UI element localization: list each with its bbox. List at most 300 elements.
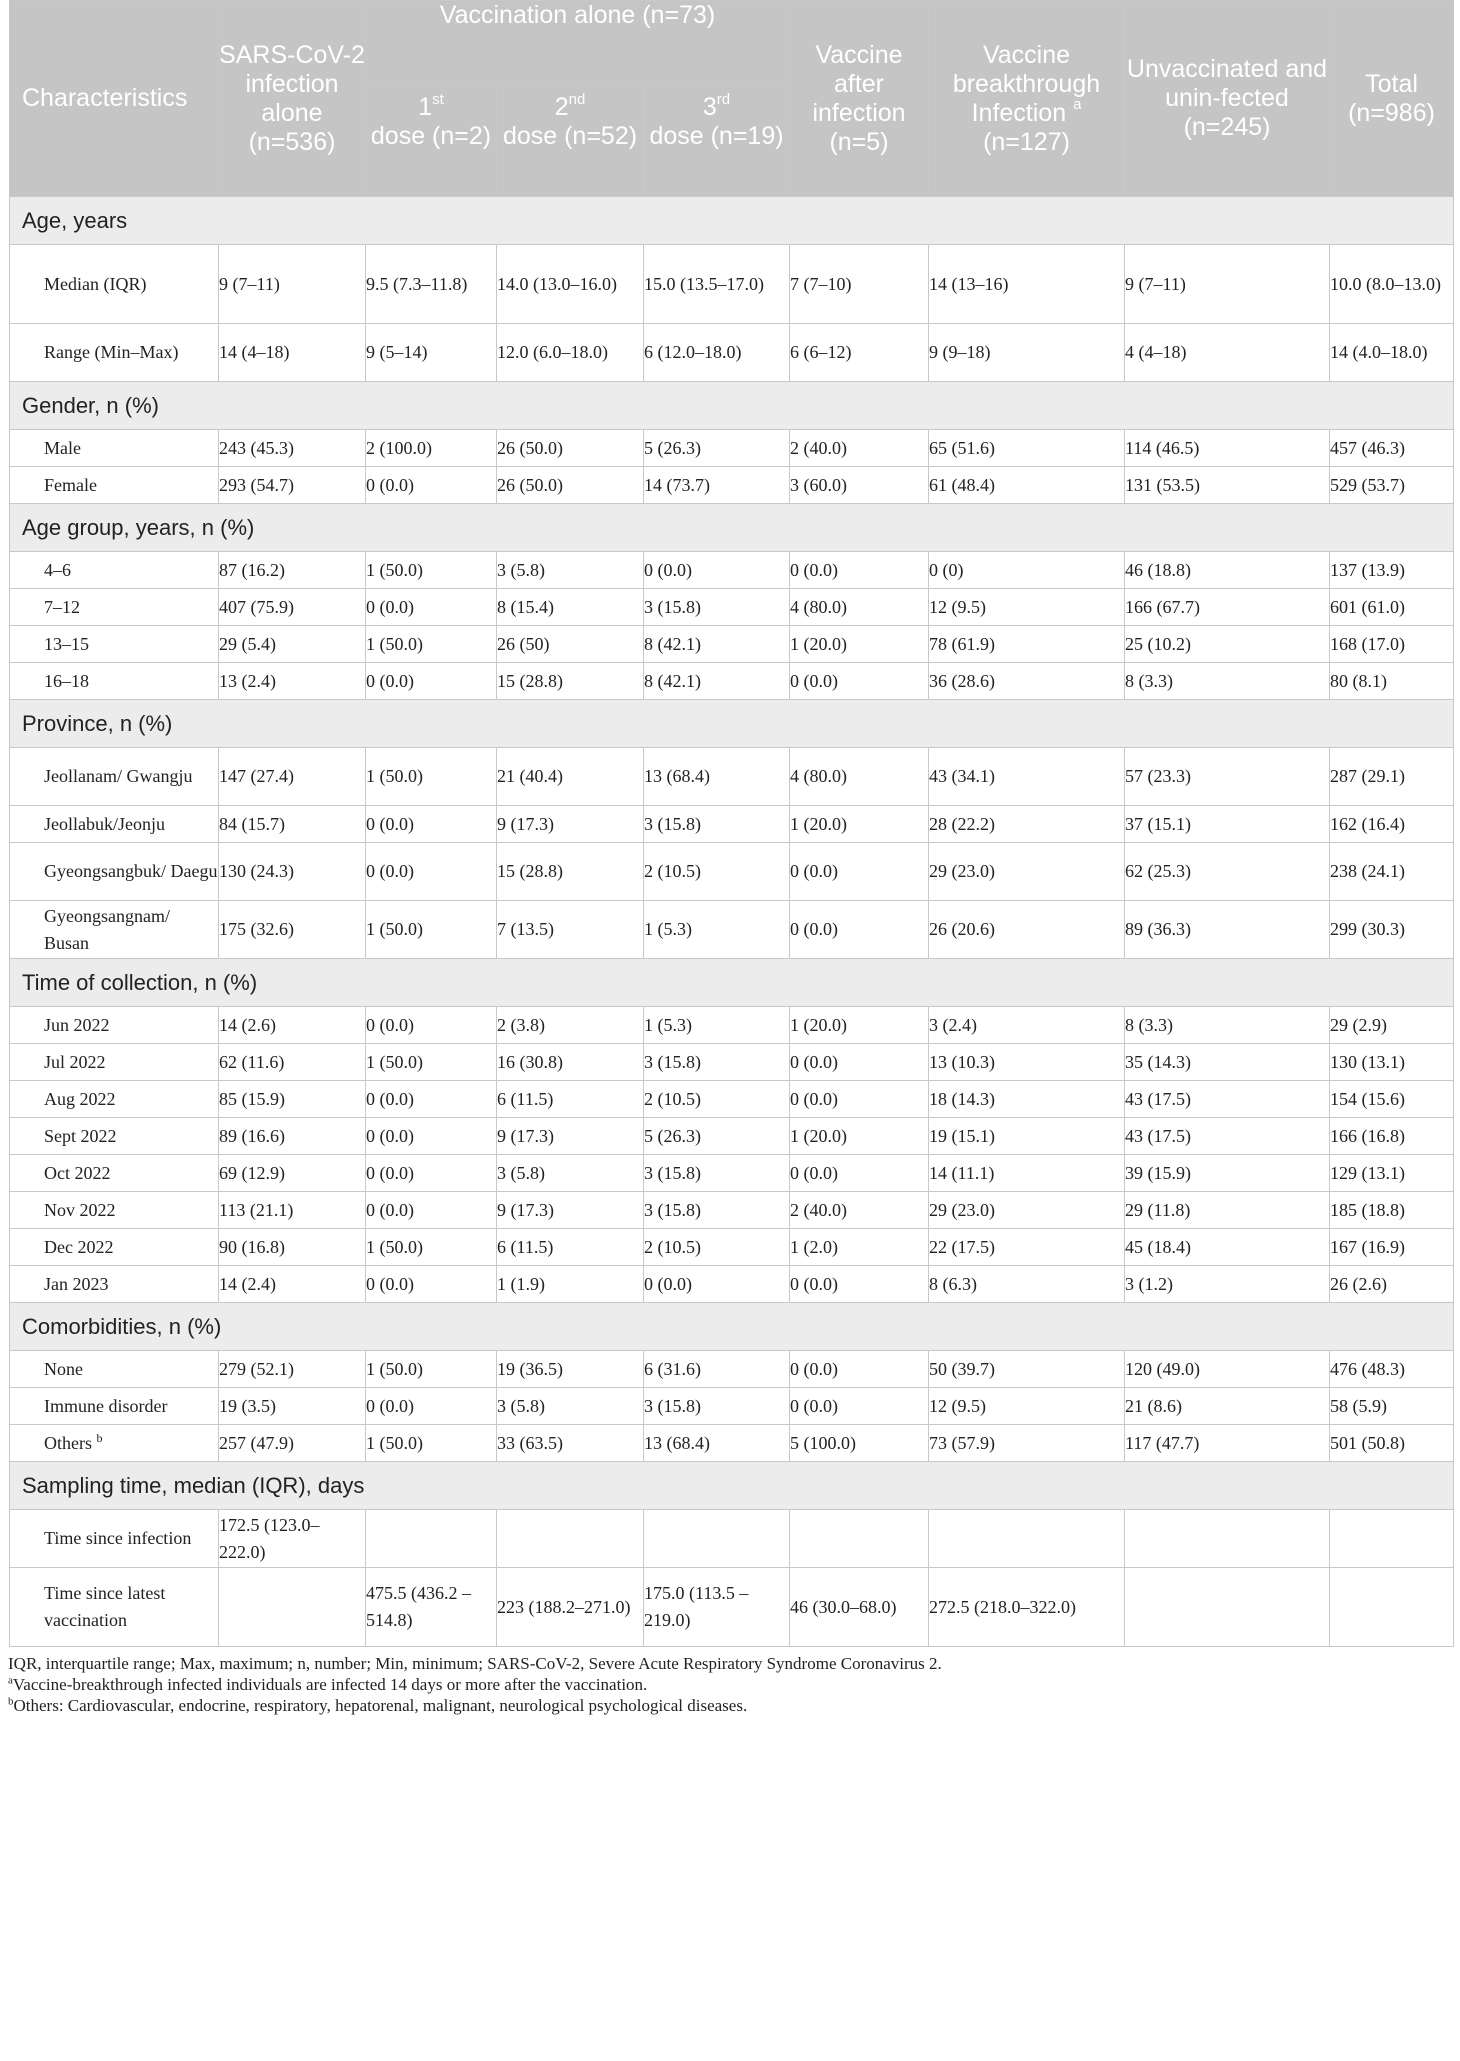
table-cell: 2 (100.0) [366,430,497,467]
footnote-a-text: Vaccine-breakthrough infected individuals are infected 14 days or more after the vaccination. [12,1675,648,1694]
table-cell: 9 (7–11) [219,245,366,324]
row-label [10,589,219,626]
row-label-text: Gyeongsangbuk/ Daegu [44,861,218,881]
table-cell: 69 (12.9) [219,1155,366,1192]
footnote-b-marker: b [8,1695,14,1708]
table-row [10,1192,1454,1229]
row-label [10,806,219,843]
table-row [10,806,1454,843]
table-cell: 2 (40.0) [790,430,929,467]
table-cell: 4 (4–18) [1125,324,1330,382]
row-label [10,1155,219,1192]
row-label-text: Jun 2022 [44,1014,110,1035]
table-cell: 22 (17.5) [929,1229,1125,1266]
header-sars-alone: SARS-CoV-2 infection alone (n=536) [219,1,366,197]
table-cell: 90 (16.8) [219,1229,366,1266]
header-breakthrough-n: (n=127) [983,127,1070,156]
table-cell: 238 (24.1) [1330,843,1454,901]
table-cell: 78 (61.9) [929,626,1125,663]
table-cell: 0 (0.0) [790,1155,929,1192]
table-cell: 0 (0.0) [790,1081,929,1118]
table-cell: 3 (15.8) [644,1044,790,1081]
table-cell: 0 (0) [929,552,1125,589]
table-row [10,1351,1454,1388]
table-cell: 19 (36.5) [497,1351,644,1388]
table-cell: 9 (17.3) [497,806,644,843]
table-cell: 29 (2.9) [1330,1007,1454,1044]
table-body [10,197,1454,1647]
table-cell: 0 (0.0) [366,806,497,843]
table-cell: 16 (30.8) [497,1044,644,1081]
table-cell: 6 (12.0–18.0) [644,324,790,382]
table-cell: 43 (17.5) [1125,1118,1330,1155]
table-cell: 6 (31.6) [644,1351,790,1388]
table-cell: 7 (7–10) [790,245,929,324]
table-cell: 243 (45.3) [219,430,366,467]
table-cell: 1 (20.0) [790,1118,929,1155]
table-cell: 8 (42.1) [644,663,790,700]
table-cell [497,1510,644,1568]
table-cell: 0 (0.0) [644,552,790,589]
row-label [10,245,219,324]
table-cell: 172.5 (123.0–222.0) [219,1510,366,1568]
table-cell: 89 (36.3) [1125,901,1330,959]
table-cell: 9.5 (7.3–11.8) [366,245,497,324]
table-cell: 168 (17.0) [1330,626,1454,663]
table-cell: 0 (0.0) [366,1155,497,1192]
table-cell: 50 (39.7) [929,1351,1125,1388]
table-cell: 166 (67.7) [1125,589,1330,626]
table-cell: 45 (18.4) [1125,1229,1330,1266]
table-cell: 2 (10.5) [644,1081,790,1118]
table-cell: 162 (16.4) [1330,806,1454,843]
table-cell: 89 (16.6) [219,1118,366,1155]
row-label [10,1229,219,1266]
table-cell: 0 (0.0) [790,901,929,959]
row-label [10,1118,219,1155]
table-row [10,1388,1454,1425]
table-cell: 0 (0.0) [790,843,929,901]
table-cell: 0 (0.0) [644,1266,790,1303]
table-row [10,843,1454,901]
table-cell: 9 (9–18) [929,324,1125,382]
row-label [10,324,219,382]
header-dose-2 [497,87,644,197]
section-header [10,504,1454,552]
table-cell [644,1510,790,1568]
header-characteristics: Characteristics [10,1,219,197]
table-cell: 3 (15.8) [644,1155,790,1192]
table-cell: 13 (10.3) [929,1044,1125,1081]
dose-2-suffix: nd [568,90,586,108]
table-cell: 0 (0.0) [366,1081,497,1118]
table-cell: 6 (6–12) [790,324,929,382]
table-row [10,626,1454,663]
table-cell: 0 (0.0) [790,1044,929,1081]
table-cell: 0 (0.0) [790,552,929,589]
table-cell: 9 (5–14) [366,324,497,382]
section-header [10,382,1454,430]
table-row [10,1007,1454,1044]
row-label [10,1044,219,1081]
table-cell: 33 (63.5) [497,1425,644,1462]
table-row [10,1118,1454,1155]
table-cell: 2 (10.5) [644,1229,790,1266]
row-label-text: Gyeongsangnam/ Busan [44,905,170,953]
row-label-text: Immune disorder [44,1395,168,1416]
table-cell: 62 (11.6) [219,1044,366,1081]
row-label-text: Time since infection [44,1528,192,1548]
table-cell: 2 (10.5) [644,843,790,901]
table-cell: 14 (73.7) [644,467,790,504]
row-label [10,843,219,901]
table-cell: 457 (46.3) [1330,430,1454,467]
table-cell: 6 (11.5) [497,1229,644,1266]
section-header [10,959,1454,1007]
table-cell: 1 (50.0) [366,552,497,589]
section-title: Sampling time, median (IQR), days [10,1462,1454,1510]
table-cell: 8 (3.3) [1125,663,1330,700]
table-cell: 13 (68.4) [644,1425,790,1462]
table-cell: 13 (68.4) [644,748,790,806]
header-breakthrough [929,1,1125,197]
dose-2-label: dose (n=52) [502,122,638,150]
row-label-text: Male [44,437,81,458]
table-cell: 9 (17.3) [497,1192,644,1229]
table-row [10,1568,1454,1647]
table-cell: 0 (0.0) [790,1351,929,1388]
table-cell: 0 (0.0) [790,663,929,700]
row-label [10,901,219,959]
table-cell: 61 (48.4) [929,467,1125,504]
table-row [10,1044,1454,1081]
table-row [10,467,1454,504]
header-dose-1 [366,87,497,197]
table-cell: 9 (17.3) [497,1118,644,1155]
dose-2-ordinal: 2 [554,93,569,121]
table-cell: 12.0 (6.0–18.0) [497,324,644,382]
table-cell: 0 (0.0) [366,589,497,626]
table-cell: 29 (23.0) [929,1192,1125,1229]
table-cell: 117 (47.7) [1125,1425,1330,1462]
table-cell: 0 (0.0) [366,663,497,700]
table-cell: 5 (26.3) [644,430,790,467]
table-cell: 0 (0.0) [366,1388,497,1425]
table-cell: 407 (75.9) [219,589,366,626]
table-cell: 15 (28.8) [497,663,644,700]
table-cell: 5 (100.0) [790,1425,929,1462]
dose-3-suffix: rd [716,90,731,108]
table-cell: 85 (15.9) [219,1081,366,1118]
table-cell: 9 (7–11) [1125,245,1330,324]
table-row [10,748,1454,806]
table-row [10,324,1454,382]
table-row [10,1510,1454,1568]
table-cell: 3 (15.8) [644,1388,790,1425]
table-cell: 287 (29.1) [1330,748,1454,806]
dose-1-label: dose (n=2) [370,122,492,150]
characteristics-table [9,0,1454,1647]
table-cell: 21 (40.4) [497,748,644,806]
table-cell: 154 (15.6) [1330,1081,1454,1118]
table-cell: 257 (47.9) [219,1425,366,1462]
table-cell: 130 (24.3) [219,843,366,901]
table-cell: 1 (50.0) [366,901,497,959]
table-cell: 601 (61.0) [1330,589,1454,626]
row-label-text: Jan 2023 [44,1273,109,1294]
section-title: Province, n (%) [10,700,1454,748]
table-cell: 15 (28.8) [497,843,644,901]
table-cell: 0 (0.0) [366,1192,497,1229]
row-label-text: Female [44,474,97,495]
table-cell: 19 (15.1) [929,1118,1125,1155]
table-cell: 58 (5.9) [1330,1388,1454,1425]
row-label [10,467,219,504]
row-label [10,1007,219,1044]
row-label-text: 4–6 [44,559,71,580]
table-cell: 3 (1.2) [1125,1266,1330,1303]
table-row [10,430,1454,467]
table-cell: 14 (13–16) [929,245,1125,324]
row-label [10,748,219,806]
section-header [10,1303,1454,1351]
table-cell: 35 (14.3) [1125,1044,1330,1081]
table-cell: 62 (25.3) [1125,843,1330,901]
table-cell: 26 (50) [497,626,644,663]
table-cell: 87 (16.2) [219,552,366,589]
table-row [10,589,1454,626]
table-cell: 13 (2.4) [219,663,366,700]
table-cell: 147 (27.4) [219,748,366,806]
table-cell: 12 (9.5) [929,1388,1125,1425]
table-cell: 73 (57.9) [929,1425,1125,1462]
table-cell: 3 (5.8) [497,552,644,589]
row-label [10,1425,219,1462]
table-cell: 18 (14.3) [929,1081,1125,1118]
table-cell: 37 (15.1) [1125,806,1330,843]
table-cell: 1 (50.0) [366,1044,497,1081]
section-header [10,1462,1454,1510]
table-cell: 26 (50.0) [497,430,644,467]
row-label [10,663,219,700]
row-label-text: Aug 2022 [44,1088,116,1109]
table-cell: 1 (20.0) [790,1007,929,1044]
table-cell [1330,1510,1454,1568]
table-cell: 501 (50.8) [1330,1425,1454,1462]
table-cell: 137 (13.9) [1330,552,1454,589]
row-label-text: Oct 2022 [44,1162,111,1183]
row-label [10,1388,219,1425]
table-cell: 129 (13.1) [1330,1155,1454,1192]
table-row [10,1081,1454,1118]
table-cell: 10.0 (8.0–13.0) [1330,245,1454,324]
table-cell: 25 (10.2) [1125,626,1330,663]
table-cell: 28 (22.2) [929,806,1125,843]
footnote-a-mark: a [1073,96,1082,114]
section-title: Age group, years, n (%) [10,504,1454,552]
table-cell: 113 (21.1) [219,1192,366,1229]
table-cell: 1 (50.0) [366,748,497,806]
row-label-text: Sept 2022 [44,1125,117,1146]
footnote-b-text: Others: Cardiovascular, endocrine, respiratory, hepatorenal, malignant, neurological psychological diseases. [13,1696,748,1715]
header-vaccine-after-infection: Vaccine after infection (n=5) [790,1,929,197]
table-cell: 14 (2.6) [219,1007,366,1044]
table-cell: 120 (49.0) [1125,1351,1330,1388]
table-cell: 130 (13.1) [1330,1044,1454,1081]
row-label-text: 16–18 [44,670,89,691]
dose-3-ordinal: 3 [702,93,717,121]
footnote-a [8,1674,1448,1695]
table-cell: 65 (51.6) [929,430,1125,467]
table-cell: 8 (42.1) [644,626,790,663]
table-cell: 1 (20.0) [790,626,929,663]
table-cell: 19 (3.5) [219,1388,366,1425]
dose-3-label: dose (n=19) [649,122,784,150]
table-cell: 3 (15.8) [644,589,790,626]
table-cell: 0 (0.0) [366,843,497,901]
row-label-text: None [44,1358,83,1379]
table-row [10,1266,1454,1303]
table-cell [1330,1568,1454,1647]
table-cell: 3 (2.4) [929,1007,1125,1044]
table-row [10,552,1454,589]
table-cell: 0 (0.0) [366,1266,497,1303]
row-label-text: Nov 2022 [44,1199,116,1220]
table-cell: 29 (23.0) [929,843,1125,901]
table-cell: 0 (0.0) [366,467,497,504]
table-cell: 293 (54.7) [219,467,366,504]
table-cell: 1 (1.9) [497,1266,644,1303]
table-cell [366,1510,497,1568]
table-cell: 0 (0.0) [366,1118,497,1155]
footnote-abbreviations: IQR, interquartile range; Max, maximum; n, number; Min, minimum; SARS-CoV-2, Severe Acute Respiratory Syndrome Coronavirus 2. [8,1654,942,1673]
row-label-text: Dec 2022 [44,1236,114,1257]
table-cell: 46 (30.0–68.0) [790,1568,929,1647]
table-cell: 5 (26.3) [644,1118,790,1155]
table-cell: 0 (0.0) [366,1007,497,1044]
table-cell: 80 (8.1) [1330,663,1454,700]
header-dose-3 [644,87,790,197]
table-cell: 57 (23.3) [1125,748,1330,806]
table-cell: 39 (15.9) [1125,1155,1330,1192]
header-breakthrough-label: Vaccine breakthrough Infection [952,40,1101,127]
footnote-a-marker: a [8,1674,13,1687]
row-label [10,1351,219,1388]
table-cell: 175.0 (113.5 –219.0) [644,1568,790,1647]
row-label-text: 7–12 [44,596,80,617]
table-cell: 7 (13.5) [497,901,644,959]
table-cell: 1 (5.3) [644,901,790,959]
table-cell: 279 (52.1) [219,1351,366,1388]
row-label-text: 13–15 [44,633,89,654]
table-cell: 1 (50.0) [366,1425,497,1462]
table-cell: 6 (11.5) [497,1081,644,1118]
table-cell [929,1510,1125,1568]
table-cell: 299 (30.3) [1330,901,1454,959]
table-cell: 84 (15.7) [219,806,366,843]
table-cell: 26 (50.0) [497,467,644,504]
table-cell: 3 (5.8) [497,1155,644,1192]
table-cell: 14.0 (13.0–16.0) [497,245,644,324]
table-cell: 272.5 (218.0–322.0) [929,1568,1125,1647]
table-cell [790,1510,929,1568]
table-cell: 8 (3.3) [1125,1007,1330,1044]
table-cell: 14 (4.0–18.0) [1330,324,1454,382]
table-cell: 114 (46.5) [1125,430,1330,467]
table-cell: 1 (2.0) [790,1229,929,1266]
row-label-text: Others [44,1432,92,1453]
table-cell: 3 (60.0) [790,467,929,504]
table-cell: 14 (2.4) [219,1266,366,1303]
table-cell: 14 (11.1) [929,1155,1125,1192]
row-label [10,1081,219,1118]
table-row [10,1155,1454,1192]
row-label [10,552,219,589]
table-header [10,1,1454,197]
table-cell: 14 (4–18) [219,324,366,382]
table-cell: 166 (16.8) [1330,1118,1454,1155]
footnote-b [8,1695,1448,1716]
table-cell: 1 (5.3) [644,1007,790,1044]
table-row [10,901,1454,959]
table-cell: 2 (3.8) [497,1007,644,1044]
table-cell: 26 (20.6) [929,901,1125,959]
section-title: Comorbidities, n (%) [10,1303,1454,1351]
table-row [10,663,1454,700]
table-cell: 185 (18.8) [1330,1192,1454,1229]
dose-1-ordinal: 1 [418,93,433,121]
table-cell: 1 (50.0) [366,626,497,663]
table-cell: 4 (80.0) [790,748,929,806]
table-cell [1125,1510,1330,1568]
row-label [10,430,219,467]
table-cell: 8 (6.3) [929,1266,1125,1303]
row-label [10,626,219,663]
table-cell: 1 (50.0) [366,1229,497,1266]
table-cell: 29 (5.4) [219,626,366,663]
table-cell: 21 (8.6) [1125,1388,1330,1425]
footnote-b-mark: b [96,1430,103,1445]
table-cell: 175 (32.6) [219,901,366,959]
table-cell: 2 (40.0) [790,1192,929,1229]
table-row [10,245,1454,324]
row-label [10,1568,219,1647]
table-cell: 26 (2.6) [1330,1266,1454,1303]
table-cell: 475.5 (436.2 –514.8) [366,1568,497,1647]
row-label [10,1192,219,1229]
table-cell: 8 (15.4) [497,589,644,626]
table-cell: 3 (15.8) [644,1192,790,1229]
row-label [10,1266,219,1303]
footnotes [8,1653,1448,1716]
table-cell: 3 (15.8) [644,806,790,843]
table-cell: 43 (34.1) [929,748,1125,806]
row-label-text: Time since latest vaccination [44,1583,166,1630]
header-vaccination-alone: Vaccination alone (n=73) [366,1,790,87]
section-title: Time of collection, n (%) [10,959,1454,1007]
row-label-text: Jeollanam/ Gwangju [44,766,193,786]
table-cell: 12 (9.5) [929,589,1125,626]
table-cell: 131 (53.5) [1125,467,1330,504]
table-cell: 36 (28.6) [929,663,1125,700]
table-cell: 43 (17.5) [1125,1081,1330,1118]
header-unvaccinated: Unvaccinated and unin-fected (n=245) [1125,1,1330,197]
section-title: Age, years [10,197,1454,245]
dose-1-suffix: st [432,90,444,108]
row-label-text: Jeollabuk/Jeonju [44,813,165,834]
table-cell: 223 (188.2–271.0) [497,1568,644,1647]
table-row [10,1229,1454,1266]
